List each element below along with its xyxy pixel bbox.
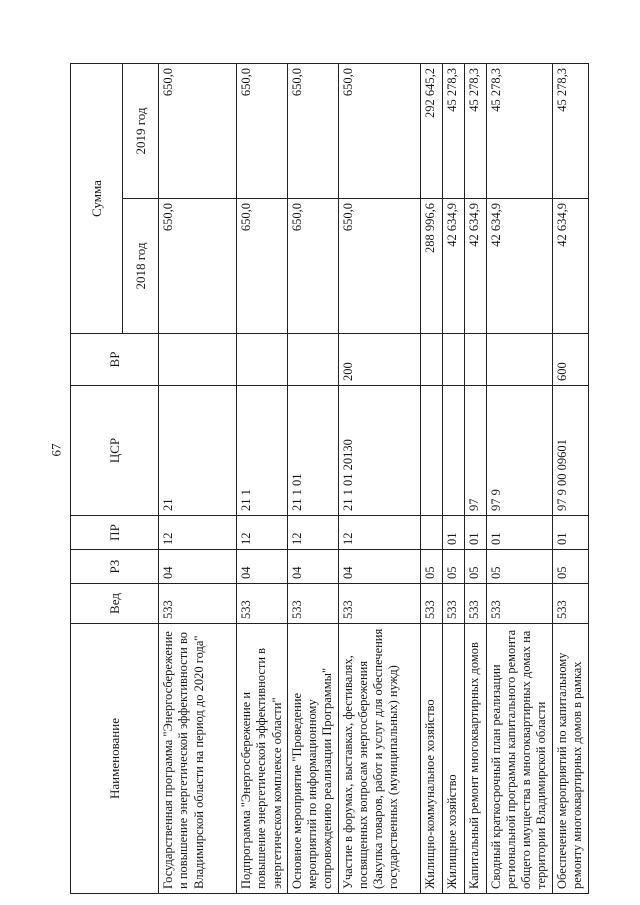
cell-csr: 21 1 01 bbox=[287, 386, 338, 516]
header-csr: ЦСР bbox=[71, 386, 159, 516]
cell-csr bbox=[442, 386, 464, 516]
cell-vr bbox=[287, 334, 338, 386]
cell-y2018: 42 634,9 bbox=[486, 199, 552, 334]
cell-pr bbox=[420, 516, 442, 550]
header-rz: РЗ bbox=[71, 550, 159, 584]
table-row bbox=[287, 64, 338, 894]
cell-ved: 533 bbox=[338, 584, 420, 624]
cell-vr bbox=[420, 334, 442, 386]
cell-name: Участие в форумах, выставках, фестивалях, посвященных вопросам энергосбережения (Закупка товаров, работ и услуг для обеспечения государственных (муниципальных) нужд) bbox=[338, 624, 420, 894]
cell-name: Капитальный ремонт многоквартирных домов bbox=[464, 624, 486, 894]
cell-ved: 533 bbox=[287, 584, 338, 624]
table-row bbox=[442, 64, 464, 894]
rotated-table-container bbox=[70, 64, 584, 894]
cell-ved: 533 bbox=[552, 584, 588, 624]
cell-y2018: 42 634,9 bbox=[442, 199, 464, 334]
cell-ved: 533 bbox=[420, 584, 442, 624]
cell-vr bbox=[464, 334, 486, 386]
table-row bbox=[237, 64, 288, 894]
cell-y2018: 650,0 bbox=[237, 199, 288, 334]
cell-y2018: 288 996,6 bbox=[420, 199, 442, 334]
cell-y2019: 292 645,2 bbox=[420, 64, 442, 199]
cell-name: Обеспечение мероприятий по капитальному ремонту многоквартирных домов в рамках bbox=[552, 624, 588, 894]
cell-rz: 04 bbox=[159, 550, 237, 584]
cell-ved: 533 bbox=[159, 584, 237, 624]
cell-vr: 200 bbox=[338, 334, 420, 386]
cell-rz: 04 bbox=[237, 550, 288, 584]
header-2018: 2018 год bbox=[123, 199, 159, 334]
cell-rz: 05 bbox=[442, 550, 464, 584]
header-ved: Вед bbox=[71, 584, 159, 624]
cell-y2019: 45 278,3 bbox=[486, 64, 552, 199]
cell-name: Жилищное хозяйство bbox=[442, 624, 464, 894]
cell-vr: 600 bbox=[552, 334, 588, 386]
cell-pr: 12 bbox=[159, 516, 237, 550]
cell-y2019: 650,0 bbox=[338, 64, 420, 199]
cell-pr: 01 bbox=[486, 516, 552, 550]
cell-vr bbox=[159, 334, 237, 386]
cell-pr: 12 bbox=[338, 516, 420, 550]
table-body bbox=[159, 64, 589, 894]
table-row bbox=[486, 64, 552, 894]
table-row bbox=[464, 64, 486, 894]
cell-pr: 01 bbox=[552, 516, 588, 550]
cell-y2018: 650,0 bbox=[159, 199, 237, 334]
header-vr: ВР bbox=[71, 334, 159, 386]
cell-ved: 533 bbox=[442, 584, 464, 624]
cell-pr: 12 bbox=[237, 516, 288, 550]
cell-ved: 533 bbox=[237, 584, 288, 624]
header-sum: Сумма bbox=[71, 64, 123, 334]
cell-name: Подпрограмма "Энергосбережение и повышение энергетической эффективности в энергетическом комплексе области" bbox=[237, 624, 288, 894]
cell-csr: 97 9 bbox=[486, 386, 552, 516]
cell-y2018: 42 634,9 bbox=[552, 199, 588, 334]
cell-y2019: 45 278,3 bbox=[442, 64, 464, 199]
header-name: Наименование bbox=[71, 624, 159, 894]
cell-vr bbox=[486, 334, 552, 386]
cell-csr: 21 1 01 20130 bbox=[338, 386, 420, 516]
cell-vr bbox=[237, 334, 288, 386]
cell-csr bbox=[420, 386, 442, 516]
cell-csr: 21 1 bbox=[237, 386, 288, 516]
cell-rz: 05 bbox=[464, 550, 486, 584]
cell-name: Основное мероприятие "Проведение мероприятий по информационному сопровождению реализации Программы" bbox=[287, 624, 338, 894]
cell-y2019: 650,0 bbox=[287, 64, 338, 199]
cell-ved: 533 bbox=[464, 584, 486, 624]
cell-y2018: 650,0 bbox=[287, 199, 338, 334]
cell-pr: 01 bbox=[442, 516, 464, 550]
cell-csr: 97 bbox=[464, 386, 486, 516]
cell-pr: 12 bbox=[287, 516, 338, 550]
cell-pr: 01 bbox=[464, 516, 486, 550]
cell-y2018: 650,0 bbox=[338, 199, 420, 334]
cell-rz: 05 bbox=[552, 550, 588, 584]
header-pr: ПР bbox=[71, 516, 159, 550]
cell-name: Сводный краткосрочный план реализации региональной программы капитального ремонта общего имущества в многоквартирных домах на территории Владимирской области bbox=[486, 624, 552, 894]
cell-name: Жилищно-коммунальное хозяйство bbox=[420, 624, 442, 894]
cell-name: Государственная программа "Энергосбережение и повышение энергетической эффективности во Владимирской области на период до 2020 года" bbox=[159, 624, 237, 894]
budget-table bbox=[70, 63, 589, 894]
cell-rz: 05 bbox=[486, 550, 552, 584]
table-row bbox=[552, 64, 588, 894]
cell-csr: 97 9 00 09601 bbox=[552, 386, 588, 516]
cell-y2019: 650,0 bbox=[237, 64, 288, 199]
cell-vr bbox=[442, 334, 464, 386]
cell-csr: 21 bbox=[159, 386, 237, 516]
cell-rz: 04 bbox=[338, 550, 420, 584]
cell-rz: 04 bbox=[287, 550, 338, 584]
cell-y2019: 650,0 bbox=[159, 64, 237, 199]
cell-ved: 533 bbox=[486, 584, 552, 624]
table-row bbox=[420, 64, 442, 894]
table-row bbox=[338, 64, 420, 894]
cell-y2019: 45 278,3 bbox=[552, 64, 588, 199]
cell-y2018: 42 634,9 bbox=[464, 199, 486, 334]
page-number: 67 bbox=[48, 443, 64, 457]
header-2019: 2019 год bbox=[123, 64, 159, 199]
cell-rz: 05 bbox=[420, 550, 442, 584]
table-row bbox=[159, 64, 237, 894]
cell-y2019: 45 278,3 bbox=[464, 64, 486, 199]
